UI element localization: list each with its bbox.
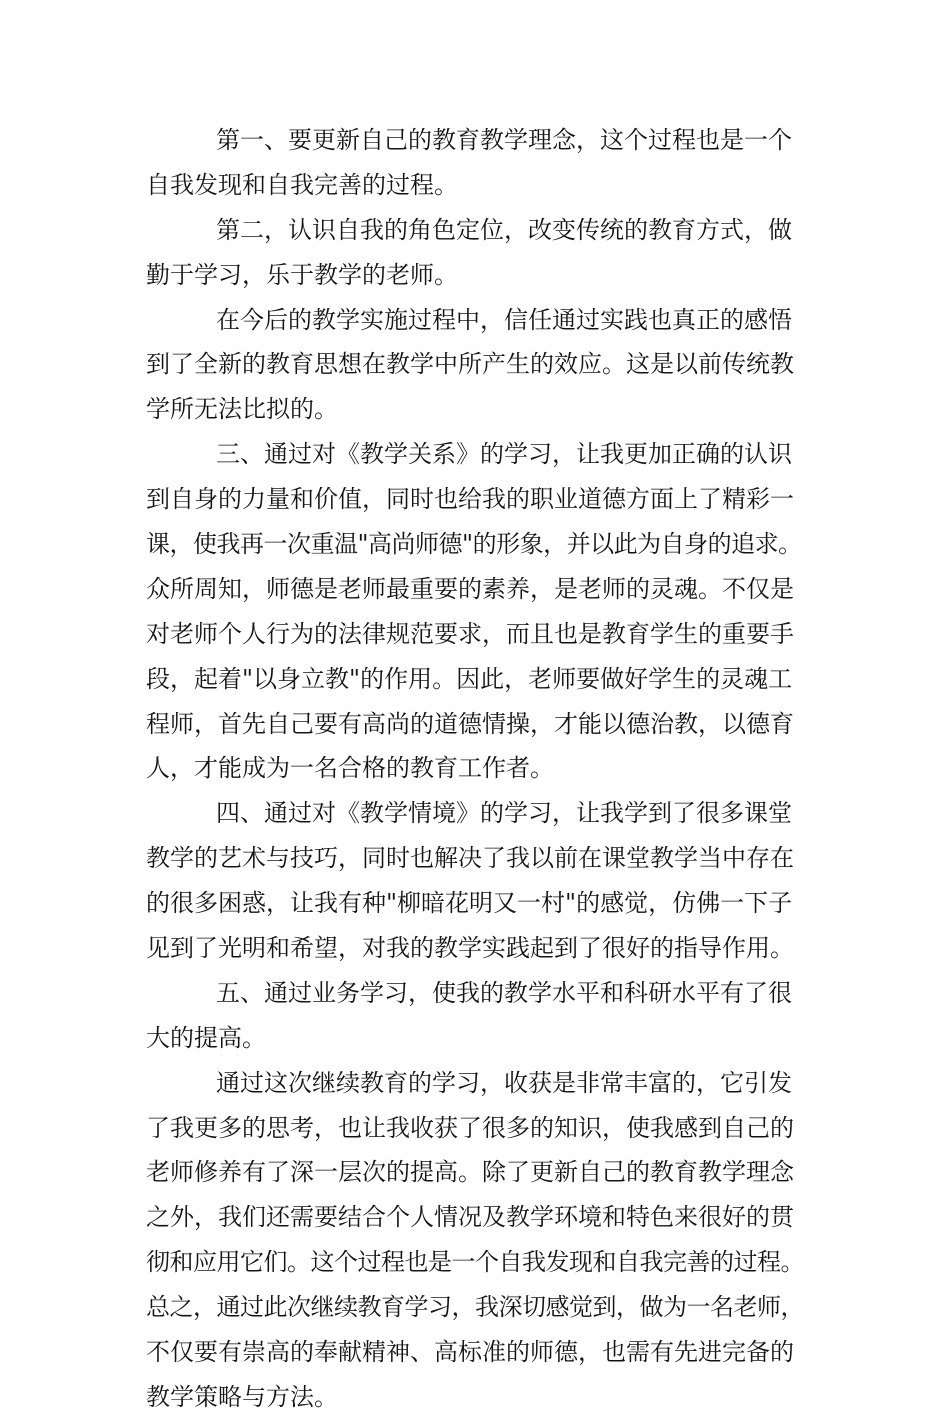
text-line: 的很多困惑，让我有种"柳暗花明又一村"的感觉，仿佛一下子 [146,889,793,918]
text-line: 人，才能成为一名合格的教育工作者。 [146,754,554,783]
text-line: 了我更多的思考，也让我收获了很多的知识，使我感到自己的 [146,1113,794,1142]
text-line: 勤于学习，乐于教学的老师。 [146,260,458,289]
text-line: 大的提高。 [146,1023,266,1052]
text-line: 课，使我再一次重温"高尚师德"的形象，并以此为自身的追求。 [146,530,802,559]
document-body [146,118,804,1420]
text-line: 见到了光明和希望，对我的教学实践起到了很好的指导作用。 [146,934,794,963]
text-line: 不仅要有崇高的奉献精神、高标准的师德，也需有先进完备的 [146,1338,794,1367]
text-line: 第二，认识自我的角色定位，改变传统的教育方式，做 [216,215,792,244]
text-line: 三、通过对《教学关系》的学习，让我更加正确的认识 [216,440,792,469]
text-line: 五、通过业务学习，使我的教学水平和科研水平有了很 [216,978,792,1007]
text-line: 四、通过对《教学情境》的学习，让我学到了很多课堂 [216,799,792,828]
text-line: 学所无法比拟的。 [146,395,338,424]
text-line: 自我发现和自我完善的过程。 [146,170,458,199]
text-line: 众所周知，师德是老师最重要的素养，是老师的灵魂。不仅是 [146,574,794,603]
text-line: 总之，通过此次继续教育学习，我深切感觉到，做为一名老师， [146,1293,804,1322]
text-line: 老师修养有了深一层次的提高。除了更新自己的教育教学理念 [146,1158,794,1187]
text-line: 到了全新的教育思想在教学中所产生的效应。这是以前传统教 [146,350,794,379]
text-line: 通过这次继续教育的学习，收获是非常丰富的，它引发 [216,1068,792,1097]
text-line: 彻和应用它们。这个过程也是一个自我发现和自我完善的过程。 [146,1248,804,1277]
text-line: 之外，我们还需要结合个人情况及教学环境和特色来很好的贯 [146,1203,794,1232]
text-line: 段，起着"以身立教"的作用。因此，老师要做好学生的灵魂工 [146,664,793,693]
text-line: 到自身的力量和价值，同时也给我的职业道德方面上了精彩一 [146,485,794,514]
text-line: 教学策略与方法。 [146,1382,338,1411]
text-line: 对老师个人行为的法律规范要求，而且也是教育学生的重要手 [146,619,794,648]
text-line: 教学的艺术与技巧，同时也解决了我以前在课堂教学当中存在 [146,844,794,873]
text-line: 第一、要更新自己的教育教学理念，这个过程也是一个 [216,126,792,154]
text-line: 程师，首先自己要有高尚的道德情操，才能以德治教，以德育 [146,709,794,738]
text-line: 在今后的教学实施过程中，信任通过实践也真正的感悟 [216,305,792,334]
